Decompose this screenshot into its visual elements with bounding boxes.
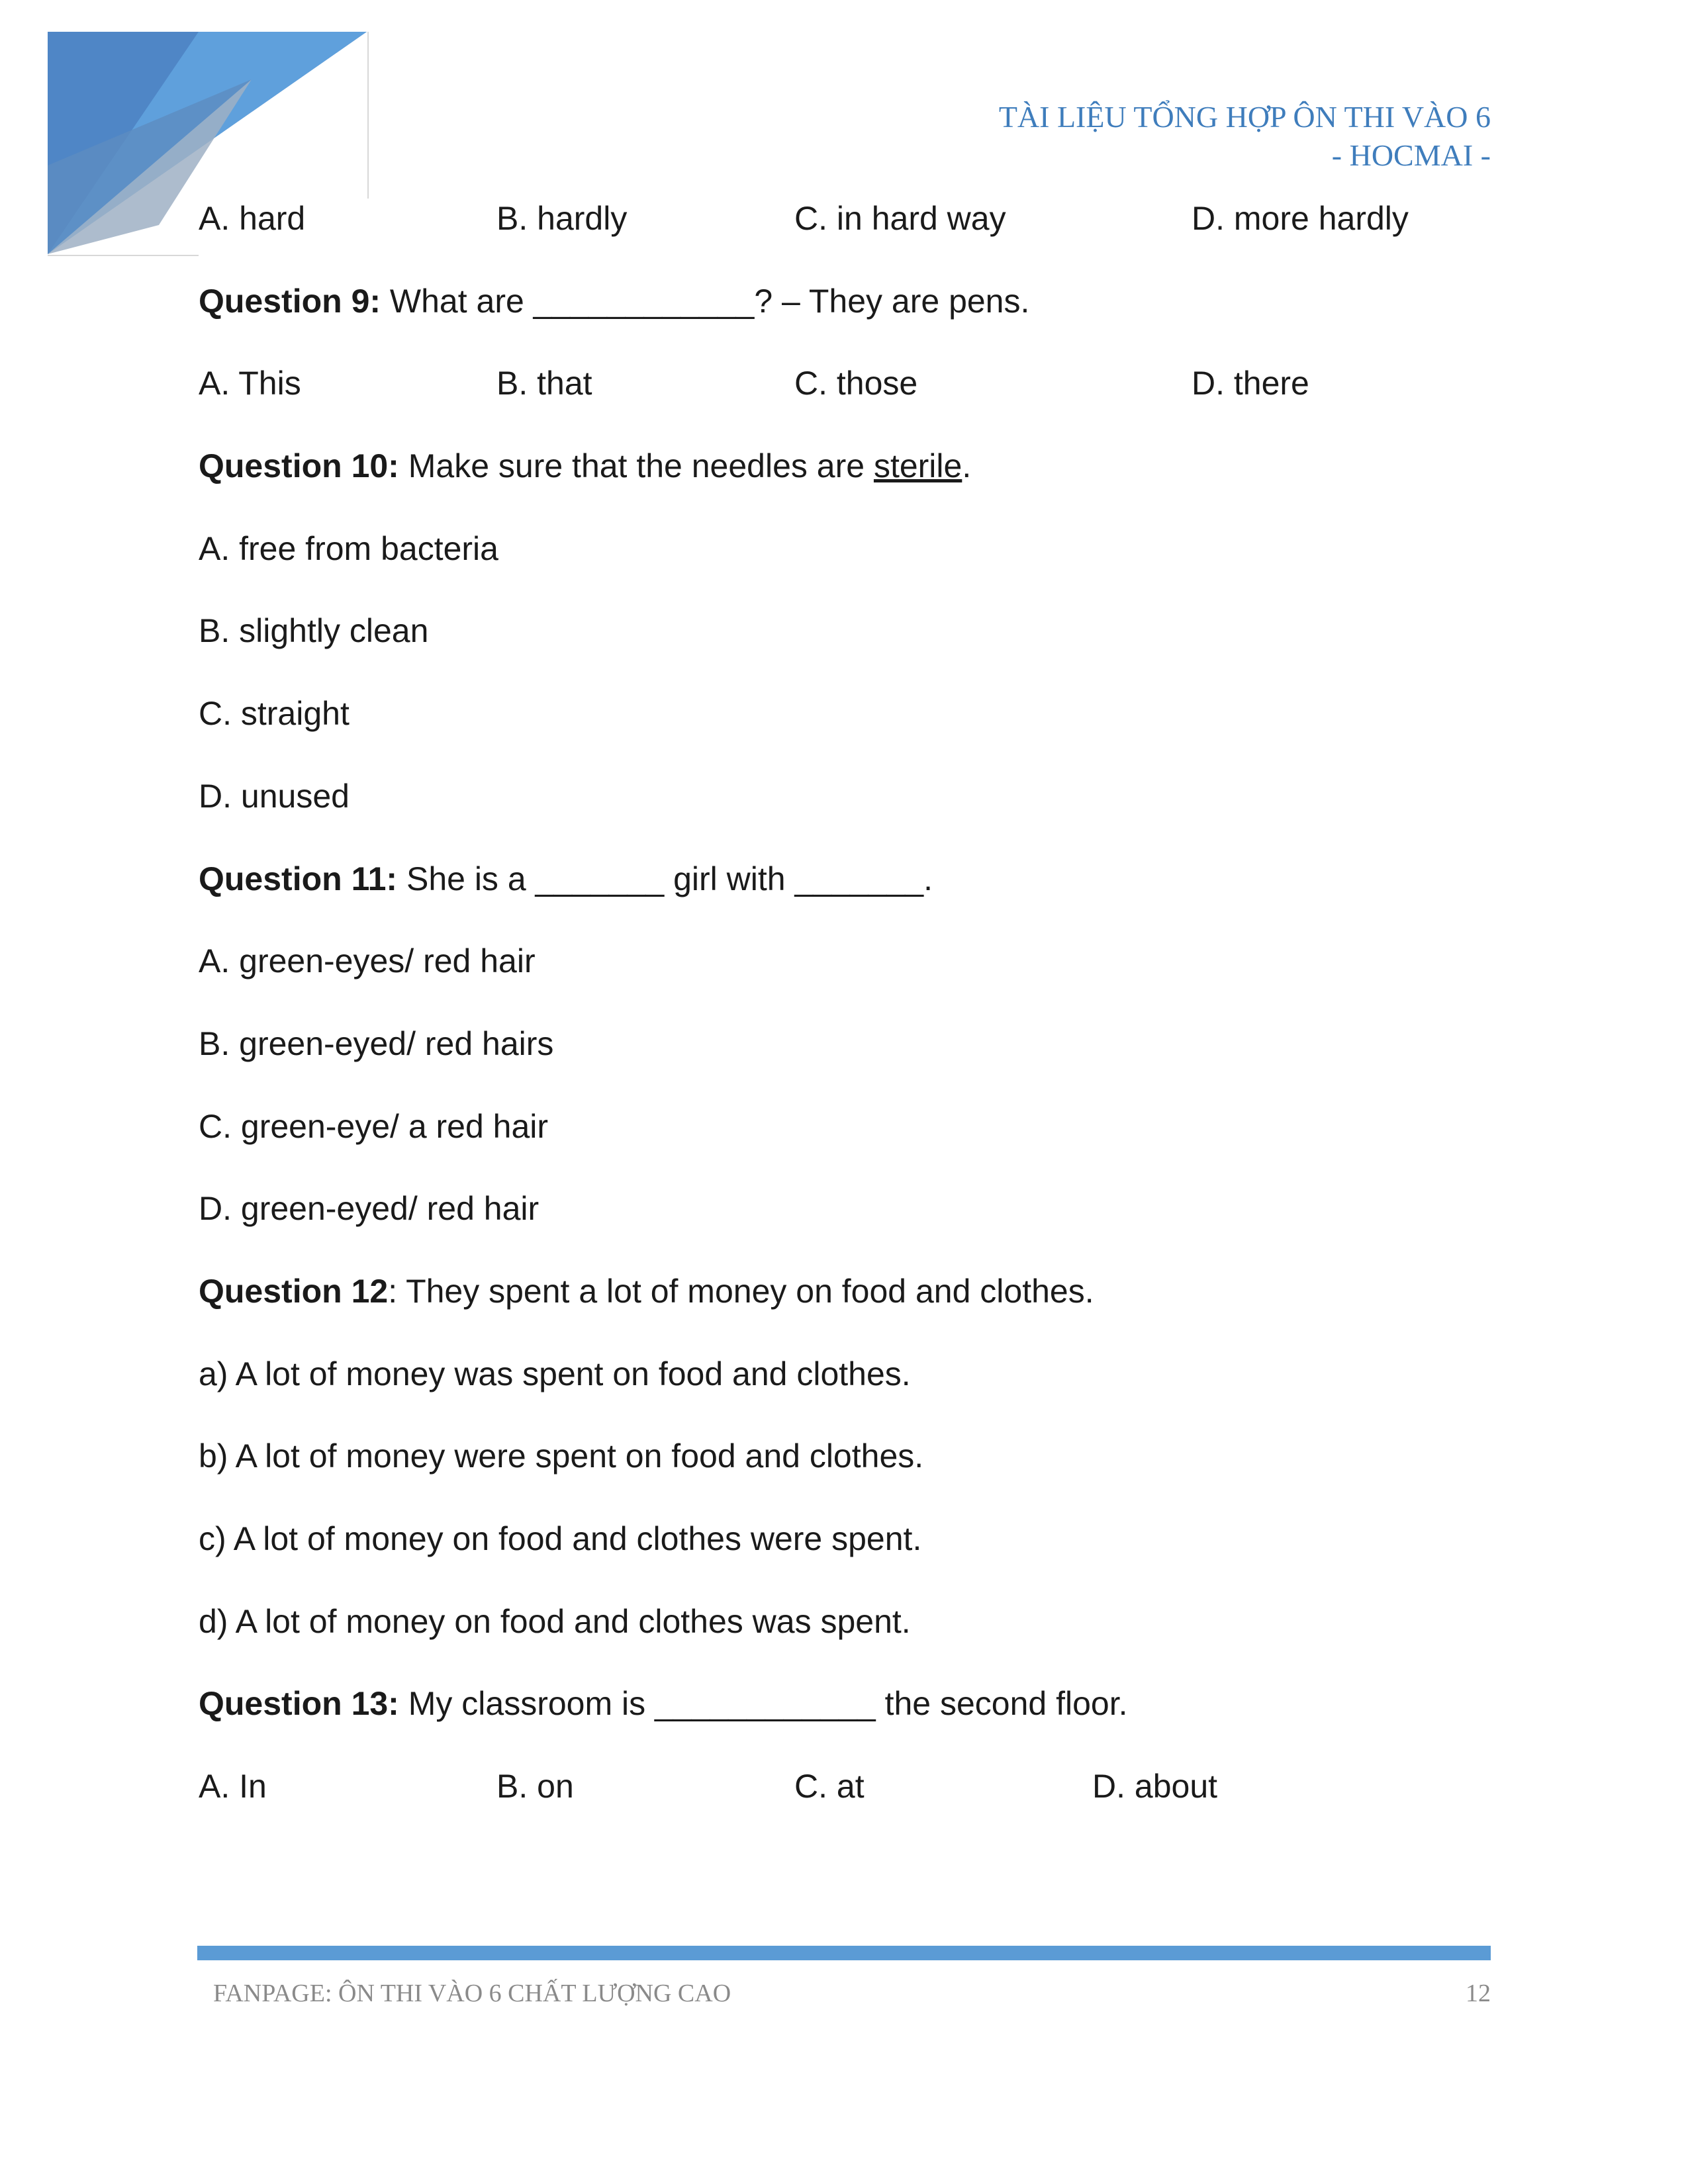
question-9-text: What are ____________? – They are pens. xyxy=(381,283,1030,320)
q8-option-d: D. more hardly xyxy=(1192,200,1409,237)
question-11-label: Question 11: xyxy=(199,860,398,897)
q9-option-a: A. This xyxy=(199,365,301,402)
q10-option-a: A. free from bacteria xyxy=(199,530,498,567)
q13-option-b: B. on xyxy=(496,1768,574,1805)
question-12-label: Question 12 xyxy=(199,1273,389,1310)
question-9-label: Question 9: xyxy=(199,283,381,320)
q8-option-a: A. hard xyxy=(199,200,306,237)
question-10-text: Make sure that the needles are xyxy=(399,447,874,484)
question-10-underlined-word: sterile xyxy=(873,447,962,484)
question-13-label: Question 13: xyxy=(199,1685,399,1722)
q12-option-b: b) A lot of money were spent on food and clothes. xyxy=(199,1437,924,1475)
question-12-text: : They spent a lot of money on food and clothes. xyxy=(388,1273,1094,1310)
q9-option-b: B. that xyxy=(496,365,592,402)
footer-divider xyxy=(197,1946,1491,1960)
q12-option-c: c) A lot of money on food and clothes were spent. xyxy=(199,1520,922,1557)
question-12 xyxy=(199,1271,1094,1311)
question-10-label: Question 10: xyxy=(199,447,399,484)
q8-option-b: B. hardly xyxy=(496,200,628,237)
q10-option-b: B. slightly clean xyxy=(199,612,429,649)
q13-option-a: A. In xyxy=(199,1768,267,1805)
q12-option-a: a) A lot of money was spent on food and clothes. xyxy=(199,1355,911,1392)
footer-fanpage: FANPAGE: ÔN THI VÀO 6 CHẤT LƯỢNG CAO xyxy=(213,1979,731,2007)
q11-option-d: D. green-eyed/ red hair xyxy=(199,1190,539,1227)
q9-option-c: C. those xyxy=(794,365,918,402)
document-title: TÀI LIỆU TỔNG HỢP ÔN THI VÀO 6 xyxy=(998,100,1491,134)
q8-option-c: C. in hard way xyxy=(794,200,1006,237)
q11-option-b: B. green-eyed/ red hairs xyxy=(199,1025,554,1062)
document-subtitle: - HOCMAI - xyxy=(1331,138,1491,172)
q12-option-d: d) A lot of money on food and clothes was spent. xyxy=(199,1603,911,1640)
question-10 xyxy=(199,446,971,486)
q10-option-d: D. unused xyxy=(199,778,350,815)
question-13 xyxy=(199,1684,1128,1723)
question-13-text: My classroom is ____________ the second floor. xyxy=(399,1685,1128,1722)
question-11 xyxy=(199,859,933,899)
page-number: 12 xyxy=(1466,1979,1491,2007)
corner-decoration xyxy=(0,0,371,258)
q10-option-c: C. straight xyxy=(199,695,350,732)
question-9 xyxy=(199,281,1029,321)
q11-option-a: A. green-eyes/ red hair xyxy=(199,942,536,979)
question-11-text: She is a _______ girl with _______. xyxy=(397,860,933,897)
question-10-period: . xyxy=(962,447,972,484)
q13-option-d: D. about xyxy=(1092,1768,1218,1805)
q9-option-d: D. there xyxy=(1192,365,1309,402)
q11-option-c: C. green-eye/ a red hair xyxy=(199,1108,549,1145)
q13-option-c: C. at xyxy=(794,1768,865,1805)
